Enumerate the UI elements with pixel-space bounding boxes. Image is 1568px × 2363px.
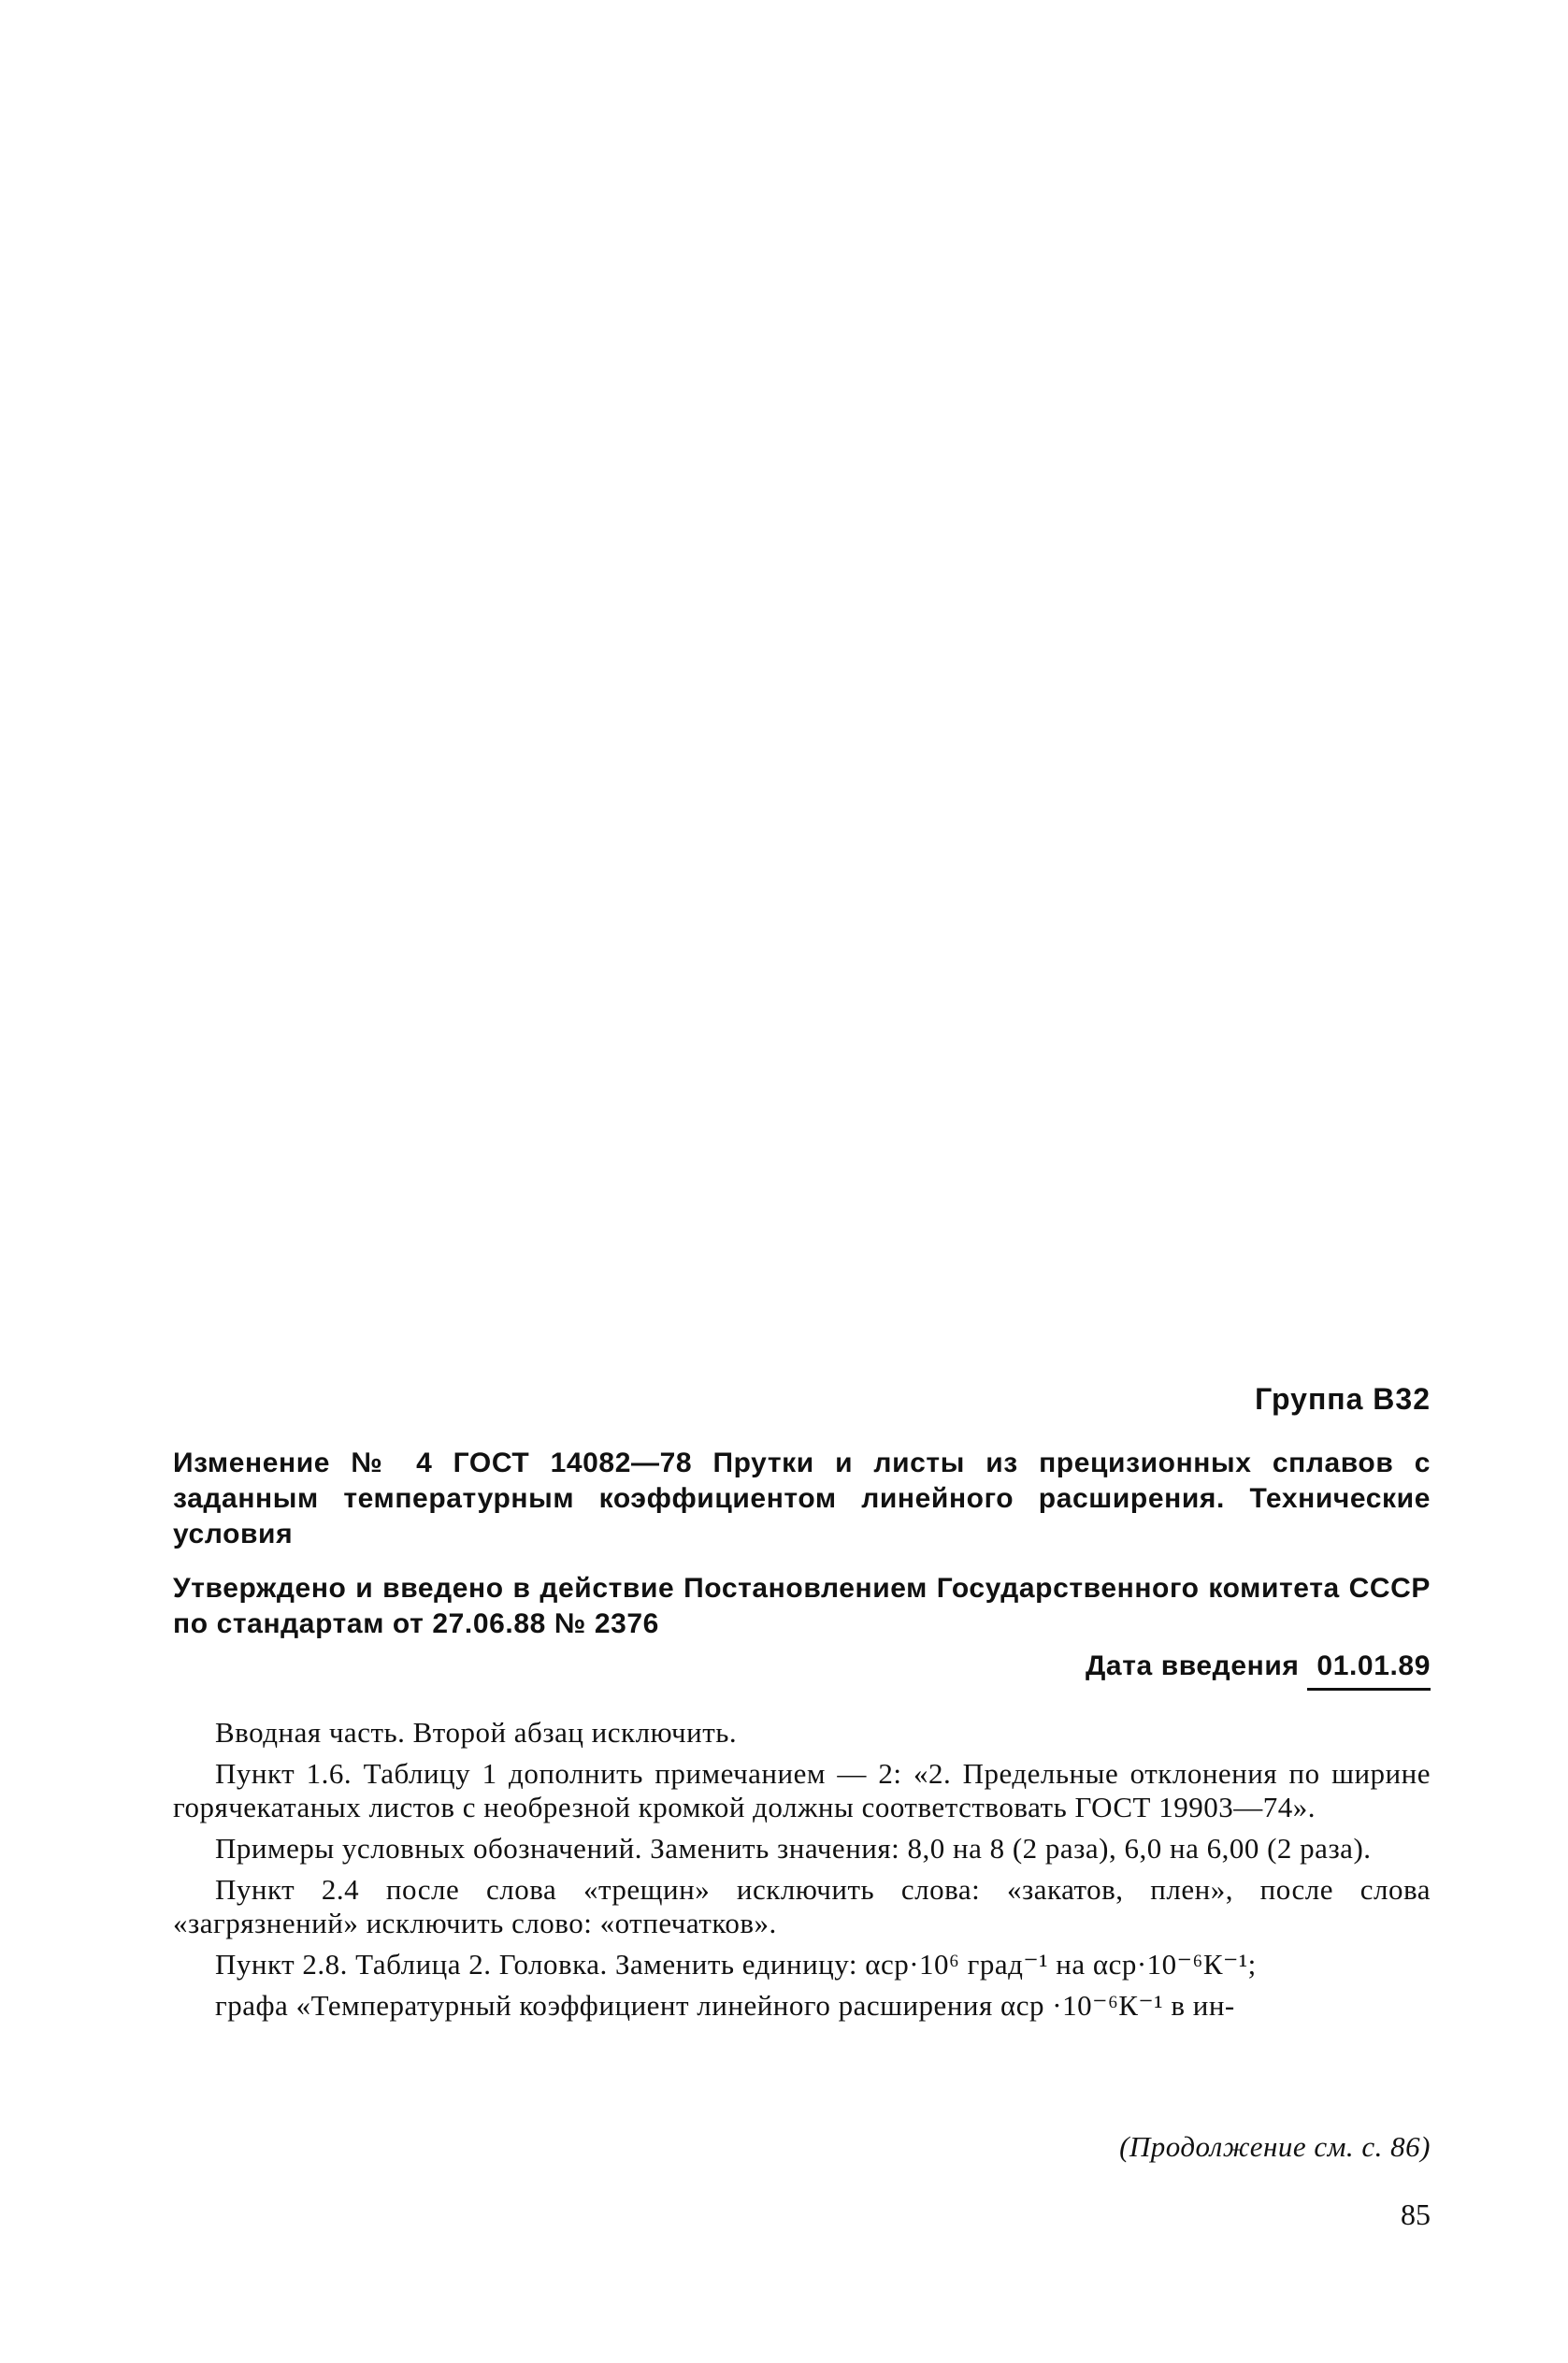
group-label: Группа В32 (1255, 1382, 1431, 1416)
page-number: 85 (1401, 2197, 1431, 2231)
amendment-title: Изменение № 4 ГОСТ 14082—78 Прутки и листы из прецизионных сплавов с заданным температурным коэффициентом линейного расширения. Технические условия (173, 1448, 1431, 1549)
effective-date-label: Дата введения (1085, 1650, 1300, 1681)
continuation-note: (Продолжение см. с. 86) (1119, 2130, 1431, 2163)
effective-date-value: 01.01.89 (1307, 1650, 1431, 1691)
paragraph-designations: Примеры условных обозначений. Заменить значения: 8,0 на 8 (2 раза), 6,0 на 6,00 (2 раза). (215, 1832, 1372, 1865)
effective-date (842, 1650, 1431, 1691)
paragraph-column-note: графа «Температурный коэффициент линейного расширения αср ·10⁻⁶К⁻¹ в ин- (215, 1989, 1235, 2022)
amendment-body (173, 1716, 1431, 2030)
paragraph-item-2-4: Пункт 2.4 после слова «трещин» исключить слова: «закатов, плен», после слова «загрязнений» исключить слово: «отпечатков». (173, 1873, 1431, 1939)
paragraph-item-1-6: Пункт 1.6. Таблицу 1 дополнить примечанием — 2: «2. Предельные отклонения по ширине горячекатаных листов с необрезной кромкой должны соответствовать ГОСТ 19903—74». (173, 1757, 1431, 1823)
paragraph-intro: Вводная часть. Второй абзац исключить. (215, 1716, 738, 1749)
paragraph-item-2-8: Пункт 2.8. Таблица 2. Головка. Заменить единицу: αср·10⁶ град⁻¹ на αср·10⁻⁶К⁻¹; (215, 1948, 1257, 1981)
approval-statement: Утверждено и введено в действие Постановлением Государственного комитета СССР по стандартам от 27.06.88 № 2376 (173, 1573, 1431, 1639)
